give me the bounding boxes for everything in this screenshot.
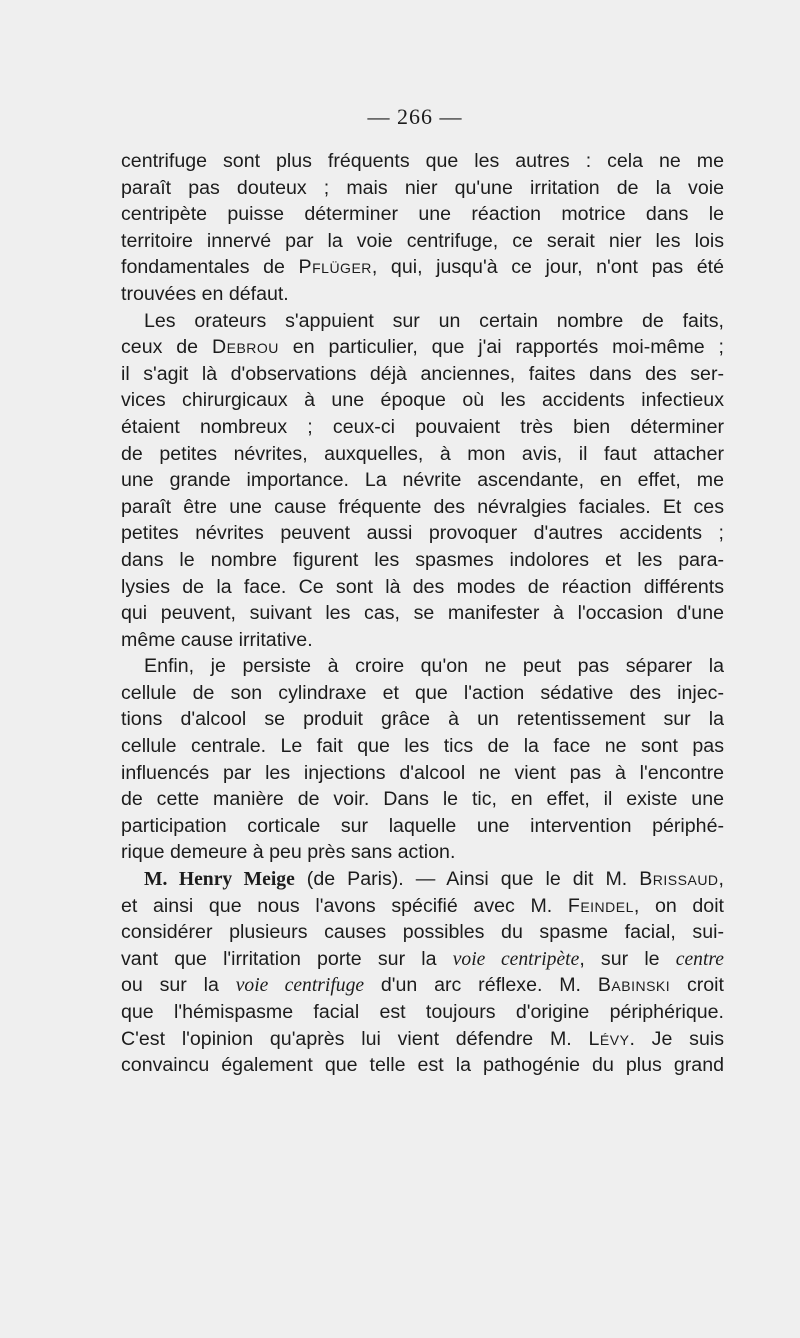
page-number: — 266 — xyxy=(367,104,463,129)
text-line: petites névrites peuvent aussi provoquer d'autres accidents ; xyxy=(121,522,724,545)
text-line: lysies de la face. Ce sont là des modes de réaction différents xyxy=(121,575,724,598)
author-name: Pflüger xyxy=(298,256,372,279)
author-name: Lévy xyxy=(588,1027,630,1050)
author-name: Debrou xyxy=(211,336,279,359)
text-line: vant que l'irritation porte sur la voie centripète, sur le centre xyxy=(121,947,724,970)
italic-term: voie centripète xyxy=(452,948,580,970)
text-line: considérer plusieurs causes possibles du spasme facial, sui- xyxy=(121,921,724,944)
text-line: trouvées en défaut. xyxy=(121,282,289,305)
text-line: cellule centrale. Le fait que les tics de la face ne sont pas xyxy=(121,735,724,758)
text-line: paraît être une cause fréquente des névralgies faciales. Et ces xyxy=(121,495,724,518)
text-line: rique demeure à peu près sans action. xyxy=(121,841,456,864)
text-line: participation corticale sur laquelle une intervention périphé- xyxy=(121,814,724,837)
text-line: convaincu également que telle est la pathogénie du plus grand xyxy=(121,1054,724,1077)
text-line: Enfin, je persiste à croire qu'on ne peut pas séparer la xyxy=(144,655,724,678)
text-line: dans le nombre figurent les spasmes indolores et les para- xyxy=(121,548,724,571)
text-line: vices chirurgicaux à une époque où les accidents infectieux xyxy=(121,389,724,412)
text-line: de petites névrites, auxquelles, à mon avis, il faut attacher xyxy=(121,442,724,465)
text-line: il s'agit là d'observations déjà anciennes, faites dans des ser- xyxy=(121,362,724,385)
text-line: paraît pas douteux ; mais nier qu'une irritation de la voie xyxy=(121,176,724,199)
body-text xyxy=(121,148,724,1079)
text-line: qui peuvent, suivant les cas, se manifester à l'occasion d'une xyxy=(121,602,724,625)
text-line: C'est l'opinion qu'après lui vient défendre M. Lévy. Je suis xyxy=(121,1027,724,1050)
text-line: M. Henry Meige (de Paris). — Ainsi que le dit M. Brissaud, xyxy=(144,868,724,891)
text-line: et ainsi que nous l'avons spécifié avec M. Feindel, on doit xyxy=(121,894,724,917)
text-line: fondamentales de Pflüger, qui, jusqu'à ce jour, n'ont pas été xyxy=(121,256,724,279)
author-name: Brissaud xyxy=(639,868,719,891)
text-line: tions d'alcool se produit grâce à un retentissement sur la xyxy=(121,708,724,731)
text-line: de cette manière de voir. Dans le tic, en effet, il existe une xyxy=(121,788,724,811)
speaker-name: M. Henry Meige xyxy=(144,869,295,891)
text-line: cellule de son cylindraxe et que l'action sédative des injec- xyxy=(121,681,724,704)
text-line: que l'hémispasme facial est toujours d'origine périphérique. xyxy=(121,1001,724,1023)
text-line: ou sur la voie centrifuge d'un arc réflexe. M. Babinski croit xyxy=(121,974,724,997)
text-line: étaient nombreux ; ceux-ci pouvaient très bien déterminer xyxy=(121,415,724,438)
author-name: Babinski xyxy=(597,974,671,997)
text-line: Les orateurs s'appuient sur un certain nombre de faits, xyxy=(144,309,724,332)
author-name: Feindel xyxy=(567,894,634,917)
text-line: centrifuge sont plus fréquents que les autres : cela ne me xyxy=(121,150,724,172)
text-line: territoire innervé par la voie centrifuge, ce serait nier les lois xyxy=(121,229,724,252)
text-line: ceux de Debrou en particulier, que j'ai rapportés moi-même ; xyxy=(121,336,724,359)
text-line: même cause irritative. xyxy=(121,628,313,651)
italic-term: centre xyxy=(675,948,724,970)
italic-term: voie centrifuge xyxy=(235,975,365,997)
text-line: centripète puisse déterminer une réaction motrice dans le xyxy=(121,203,724,226)
text-line: influencés par les injections d'alcool ne vient pas à l'encontre xyxy=(121,761,724,784)
text-line: une grande importance. La névrite ascendante, en effet, me xyxy=(121,469,724,492)
